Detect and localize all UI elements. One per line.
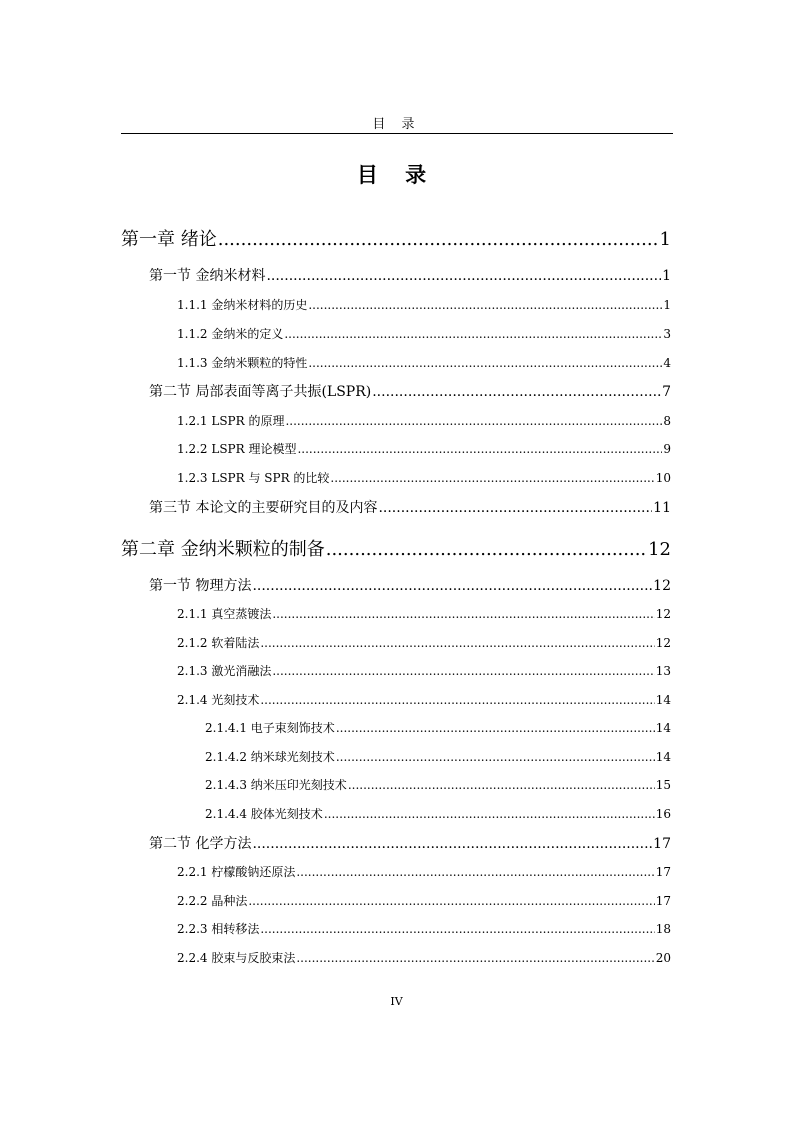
dot-leader bbox=[348, 778, 655, 792]
toc-entry-label: 2.1.3 激光消融法 bbox=[177, 664, 272, 678]
toc-entry-page: 12 bbox=[648, 539, 671, 560]
toc-section[interactable] bbox=[149, 833, 671, 853]
dot-leader bbox=[336, 750, 655, 764]
toc-subsubsection[interactable] bbox=[205, 748, 671, 765]
toc-subsection[interactable] bbox=[177, 412, 671, 429]
toc-entry-page: 17 bbox=[655, 894, 671, 908]
toc-entry-label: 2.2.4 胶束与反胶束法 bbox=[177, 951, 296, 965]
dot-leader bbox=[324, 807, 655, 821]
toc-entry-page: 13 bbox=[655, 664, 671, 678]
dot-leader bbox=[260, 693, 654, 707]
toc-entry-page: 12 bbox=[653, 578, 671, 594]
dot-leader bbox=[308, 298, 662, 312]
toc-entry-label: 第三节 本论文的主要研究目的及内容 bbox=[149, 500, 378, 516]
toc-entry-page: 1 bbox=[659, 229, 671, 250]
toc-subsection[interactable] bbox=[177, 296, 671, 313]
dot-leader bbox=[272, 607, 654, 621]
dot-leader bbox=[330, 471, 654, 485]
dot-leader bbox=[248, 894, 654, 908]
toc-entry-label: 第二节 局部表面等离子共振(LSPR) bbox=[149, 384, 372, 400]
toc-subsection[interactable] bbox=[177, 440, 671, 457]
dot-leader bbox=[336, 721, 655, 735]
toc-entry-label: 2.2.3 相转移法 bbox=[177, 922, 260, 936]
toc-entry-label: 1.1.1 金纳米材料的历史 bbox=[177, 298, 308, 312]
toc-entry-page: 1 bbox=[662, 268, 671, 284]
toc-entry-label: 2.2.1 柠檬酸钠还原法 bbox=[177, 865, 296, 879]
toc-entry-label: 2.2.2 晶种法 bbox=[177, 894, 248, 908]
toc-entry-label: 2.1.4.4 胶体光刻技术 bbox=[205, 807, 323, 821]
dot-leader bbox=[296, 865, 654, 879]
toc-entry-page: 17 bbox=[653, 836, 671, 852]
dot-leader bbox=[260, 922, 654, 936]
toc-entry-label: 2.1.2 软着陆法 bbox=[177, 636, 260, 650]
toc-entry-label: 1.2.2 LSPR 理论模型 bbox=[177, 442, 297, 456]
toc-entry-page: 14 bbox=[655, 750, 671, 764]
toc-entry-label: 2.1.4.2 纳米球光刻技术 bbox=[205, 750, 335, 764]
toc-entry-label: 2.1.1 真空蒸镀法 bbox=[177, 607, 272, 621]
toc-entry-label: 1.1.2 金纳米的定义 bbox=[177, 327, 284, 341]
toc-subsection[interactable] bbox=[177, 469, 671, 486]
toc-entry-page: 20 bbox=[655, 951, 671, 965]
toc-entry-label: 第一节 金纳米材料 bbox=[149, 268, 266, 284]
dot-leader bbox=[308, 356, 662, 370]
toc-entry-label: 2.1.4.1 电子束刻饰技术 bbox=[205, 721, 335, 735]
toc-entry-page: 9 bbox=[663, 442, 671, 456]
page-number: IV bbox=[390, 995, 403, 1008]
toc-entry-page: 10 bbox=[655, 471, 671, 485]
toc-entry-label: 第一节 物理方法 bbox=[149, 578, 252, 594]
toc-entry-page: 11 bbox=[653, 500, 671, 516]
toc-chapter-1[interactable] bbox=[121, 225, 671, 251]
toc-entry-page: 8 bbox=[663, 414, 671, 428]
toc-subsection[interactable] bbox=[177, 691, 671, 708]
toc-entry-page: 7 bbox=[662, 384, 671, 400]
toc-entry-label: 1.2.3 LSPR 与 SPR 的比较 bbox=[177, 471, 330, 485]
toc-entry-label: 1.2.1 LSPR 的原理 bbox=[177, 414, 285, 428]
toc-subsection[interactable] bbox=[177, 863, 671, 880]
dot-leader bbox=[266, 268, 661, 284]
toc-subsection[interactable] bbox=[177, 920, 671, 937]
toc-subsection[interactable] bbox=[177, 605, 671, 622]
toc-entry-page: 15 bbox=[655, 778, 671, 792]
toc-entry-label: 2.1.4 光刻技术 bbox=[177, 693, 260, 707]
toc-chapter-2[interactable] bbox=[121, 535, 671, 561]
toc-entry-page: 18 bbox=[655, 922, 671, 936]
toc-entry-page: 12 bbox=[655, 607, 671, 621]
toc-section[interactable] bbox=[149, 381, 671, 401]
toc-entry-page: 16 bbox=[655, 807, 671, 821]
toc-entry-page: 3 bbox=[663, 327, 671, 341]
dot-leader bbox=[296, 951, 654, 965]
toc-subsection[interactable] bbox=[177, 354, 671, 371]
toc-entry-label: 第二章 金纳米颗粒的制备 bbox=[121, 539, 325, 560]
toc-entry-label: 第一章 绪论 bbox=[121, 229, 217, 250]
dot-leader bbox=[252, 836, 652, 852]
toc-section[interactable] bbox=[149, 497, 671, 517]
dot-leader bbox=[272, 664, 654, 678]
toc-subsubsection[interactable] bbox=[205, 719, 671, 736]
running-header: 目 录 bbox=[372, 117, 421, 132]
toc-entry-page: 17 bbox=[655, 865, 671, 879]
toc-entry-page: 14 bbox=[655, 693, 671, 707]
toc-entry-page: 14 bbox=[655, 721, 671, 735]
toc-entry-page: 12 bbox=[655, 636, 671, 650]
toc-subsubsection[interactable] bbox=[205, 776, 671, 793]
toc-title: 目 录 bbox=[356, 163, 437, 187]
dot-leader bbox=[260, 636, 654, 650]
dot-leader bbox=[285, 414, 662, 428]
toc-entry-label: 第二节 化学方法 bbox=[149, 836, 252, 852]
toc-subsection[interactable] bbox=[177, 325, 671, 342]
toc-subsection[interactable] bbox=[177, 949, 671, 966]
toc-subsection[interactable] bbox=[177, 634, 671, 651]
toc-entry-page: 4 bbox=[663, 356, 671, 370]
toc-subsection[interactable] bbox=[177, 662, 671, 679]
dot-leader bbox=[372, 384, 661, 400]
dot-leader bbox=[297, 442, 662, 456]
toc-subsection[interactable] bbox=[177, 892, 671, 909]
dot-leader bbox=[252, 578, 652, 594]
dot-leader bbox=[326, 539, 647, 560]
toc-subsubsection[interactable] bbox=[205, 805, 671, 822]
toc-entry-label: 1.1.3 金纳米颗粒的特性 bbox=[177, 356, 308, 370]
toc-entry-page: 1 bbox=[663, 298, 671, 312]
toc-section[interactable] bbox=[149, 575, 671, 595]
dot-leader bbox=[284, 327, 662, 341]
dot-leader bbox=[378, 500, 652, 516]
dot-leader bbox=[218, 229, 659, 250]
toc-entry-label: 2.1.4.3 纳米压印光刻技术 bbox=[205, 778, 347, 792]
toc-section[interactable] bbox=[149, 265, 671, 285]
